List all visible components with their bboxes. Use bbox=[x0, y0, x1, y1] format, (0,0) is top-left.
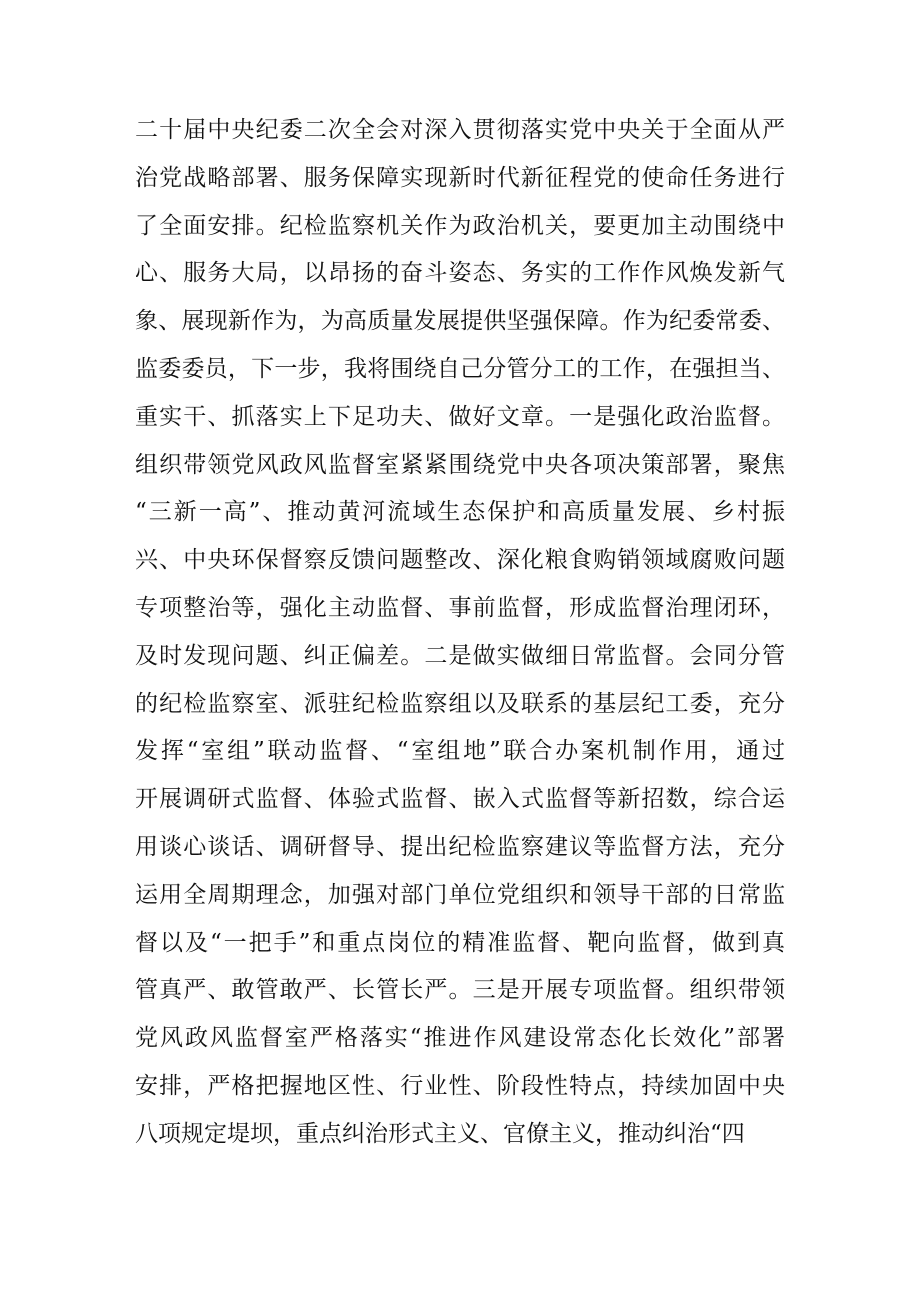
text-line: 安排，严格把握地区性、行业性、阶段性特点，持续加固中央 bbox=[135, 1072, 785, 1099]
text-line: 治党战略部署、服务保障实现新时代新征程党的使命任务进行 bbox=[135, 164, 785, 191]
text-line: 八项规定堤坝，重点纠治形式主义、官僚主义，推动纠治“四 bbox=[135, 1120, 745, 1147]
text-line: 用谈心谈话、调研督导、提出纪检监察建议等监督方法，充分 bbox=[135, 833, 785, 860]
text-line: 的纪检监察室、派驻纪检监察组以及联系的基层纪工委，充分 bbox=[135, 690, 785, 717]
text-line: 及时发现问题、纠正偏差。二是做实做细日常监督。会同分管 bbox=[135, 642, 785, 669]
text-line: 了全面安排。纪检监察机关作为政治机关，要更加主动围绕中 bbox=[135, 212, 785, 239]
text-line: 监委委员，下一步，我将围绕自己分管分工的工作，在强担当、 bbox=[135, 355, 785, 382]
text-line: “三新一高”、推动黄河流域生态保护和高质量发展、乡村振 bbox=[135, 499, 785, 526]
text-line: 二十届中央纪委二次全会对深入贯彻落实党中央关于全面从严 bbox=[135, 117, 785, 143]
text-line: 组织带领党风政风监督室紧紧围绕党中央各项决策部署，聚焦 bbox=[135, 451, 785, 478]
text-line: 专项整治等，强化主动监督、事前监督，形成监督治理闭环， bbox=[135, 594, 785, 621]
body-paragraph bbox=[135, 107, 785, 1159]
text-line: 开展调研式监督、体验式监督、嵌入式监督等新招数，综合运 bbox=[135, 786, 785, 813]
text-line: 发挥“室组”联动监督、“室组地”联合办案机制作用，通过 bbox=[135, 738, 785, 765]
text-line: 督以及“一把手”和重点岗位的精准监督、靶向监督，做到真 bbox=[135, 929, 785, 956]
text-line: 心、服务大局，以昂扬的奋斗姿态、务实的工作作风焕发新气 bbox=[135, 260, 785, 287]
text-line: 运用全周期理念，加强对部门单位党组织和领导干部的日常监 bbox=[135, 881, 785, 908]
text-line: 党风政风监督室严格落实“推进作风建设常态化长效化”部署 bbox=[135, 1025, 785, 1052]
text-line: 兴、中央环保督察反馈问题整改、深化粮食购销领域腐败问题 bbox=[135, 547, 785, 574]
text-line: 管真严、敢管敢严、长管长严。三是开展专项监督。组织带领 bbox=[135, 977, 785, 1004]
text-line: 重实干、抓落实上下足功夫、做好文章。一是强化政治监督。 bbox=[135, 403, 785, 430]
text-line: 象、展现新作为，为高质量发展提供坚强保障。作为纪委常委、 bbox=[135, 308, 785, 335]
